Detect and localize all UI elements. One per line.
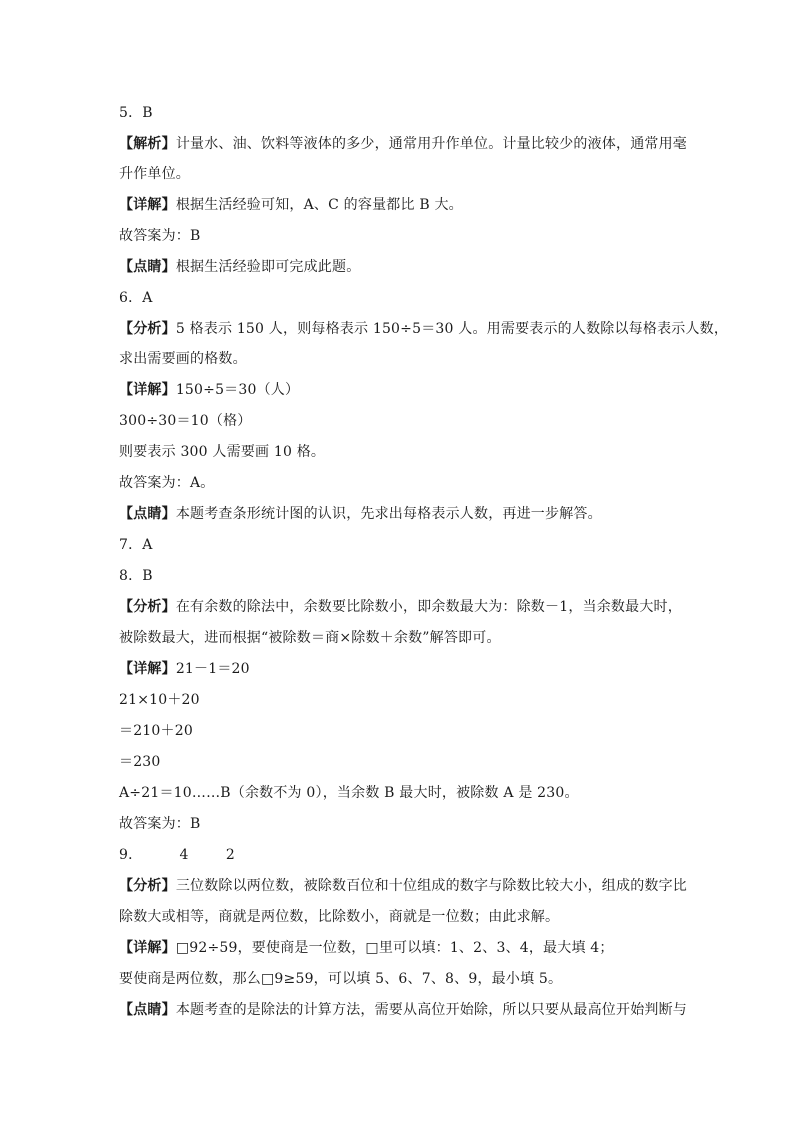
text-line: 300÷30＝10（格） xyxy=(119,413,252,429)
text-line: 被除数最大，进而根据“被除数＝商×除数＋余数”解答即可。 xyxy=(119,630,501,646)
text-line: 除数大或相等，商就是两位数，比除数小，商就是一位数；由此求解。 xyxy=(119,909,560,925)
detail-6: 【详解】150÷5＝30（人） xyxy=(119,382,300,398)
answer-9: 9． 4 2 xyxy=(119,847,235,863)
text-line: A÷21＝10……B（余数不为 0），当余数 B 最大时，被除数 A 是 230。 xyxy=(119,785,579,801)
analysis-5: 【解析】计量水、油、饮料等液体的多少，通常用升作单位。计量比较少的液体，通常用毫 xyxy=(119,136,688,152)
detail-8: 【详解】21－1＝20 xyxy=(119,661,250,677)
answer-8: 8．B xyxy=(119,568,153,584)
detail-5: 【详解】根据生活经验可知，A、C 的容量都比 B 大。 xyxy=(119,197,463,213)
answer-6: 6．A xyxy=(119,290,153,306)
text-line: 21×10＋20 xyxy=(119,692,200,708)
comment-9: 【点睛】本题考查的是除法的计算方法，需要从高位开始除，所以只要从最高位开始判断与 xyxy=(119,1002,688,1018)
text-line: ＝230 xyxy=(119,754,161,770)
conclusion-5: 故答案为：B xyxy=(119,228,201,244)
comment-6: 【点睛】本题考查条形统计图的认识，先求出每格表示人数，再进一步解答。 xyxy=(119,506,602,522)
text-line: 求出需要画的格数。 xyxy=(119,351,247,367)
analysis-8: 【分析】在有余数的除法中，余数要比除数小，即余数最大为：除数－1，当余数最大时， xyxy=(119,599,682,615)
conclusion-8: 故答案为：B xyxy=(119,816,201,832)
comment-5: 【点睛】根据生活经验即可完成此题。 xyxy=(119,259,361,275)
text-line: 则要表示 300 人需要画 10 格。 xyxy=(119,444,326,460)
conclusion-6: 故答案为：A。 xyxy=(119,475,215,491)
answer-5: 5．B xyxy=(119,105,153,121)
answer-7: 7．A xyxy=(119,537,153,553)
analysis-9: 【分析】三位数除以两位数，被除数百位和十位组成的数字与除数比较大小，组成的数字比 xyxy=(119,878,688,894)
analysis-6: 【分析】5 格表示 150 人，则每格表示 150÷5＝30 人。用需要表示的人数除以每格表示人数， xyxy=(119,321,729,337)
detail-9: 【详解】□92÷59，要使商是一位数，□里可以填：1、2、3、4，最大填 4； xyxy=(119,940,614,956)
text-line: 要使商是两位数，那么□9≥59，可以填 5、6、7、8、9，最小填 5。 xyxy=(119,971,563,987)
text-line: ＝210＋20 xyxy=(119,723,193,739)
text-line: 升作单位。 xyxy=(119,166,190,182)
